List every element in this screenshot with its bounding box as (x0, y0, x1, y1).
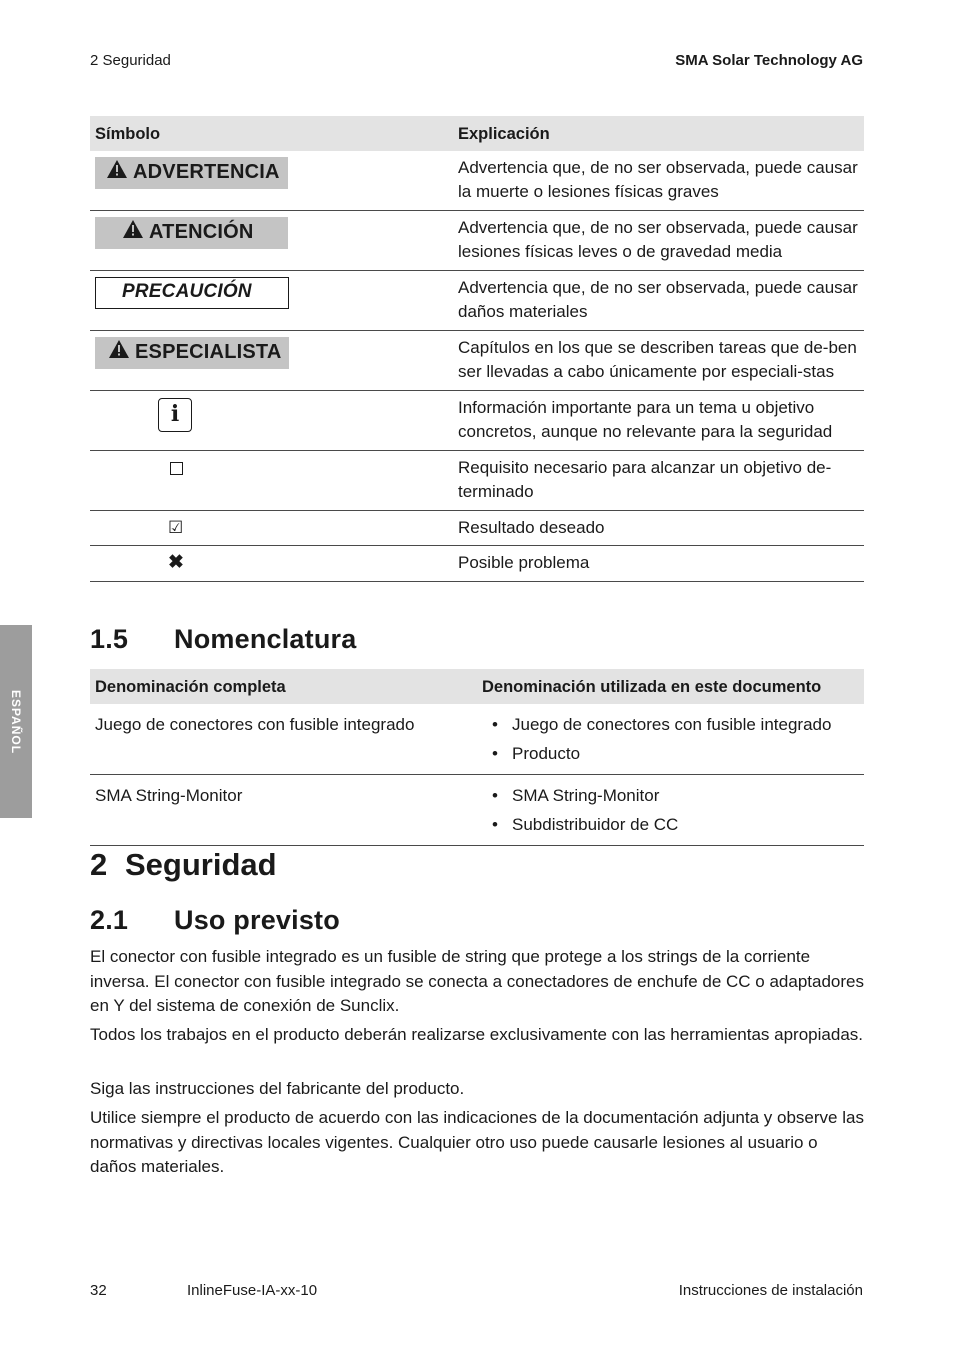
full-name-cell: SMA String-Monitor (90, 774, 477, 845)
table-row (90, 151, 864, 211)
table-row (90, 210, 864, 270)
list-item: • Producto (492, 739, 859, 768)
badge-label: PRECAUCIÓN (122, 281, 252, 303)
table-header-row (90, 669, 864, 704)
used-names-list (482, 781, 859, 839)
paragraph: Siga las instrucciones del fabricante del producto. (90, 1079, 465, 1098)
explanation-cell: Requisito necesario para alcanzar un objetivo de-terminado (453, 450, 864, 510)
footer-page-number: 32 (90, 1282, 107, 1299)
explanation-cell: Advertencia que, de no ser observada, puede causar la muerte o lesiones físicas graves (453, 151, 864, 211)
table-row (90, 330, 864, 390)
explanation-cell: Posible problema (453, 546, 864, 582)
used-names-list (482, 710, 859, 768)
table-row (90, 704, 864, 775)
section-heading-2-1 (90, 905, 340, 936)
paragraph: Utilice siempre el producto de acuerdo con las indicaciones de la documentación adjunta y observe las normativas y directivas locales vigentes. Cualquier otro uso puede causarle lesiones al usuario o daños materiales. (90, 1108, 864, 1176)
chapter-number: 2 (90, 847, 108, 882)
table-row (90, 774, 864, 845)
table-row (90, 510, 864, 546)
explanation-cell: Resultado deseado (453, 510, 864, 546)
col-full-header: Denominación completa (90, 669, 477, 704)
table-header-row (90, 116, 864, 151)
badge-precaucion (95, 277, 289, 309)
checkbox-checked-icon: ☑ (168, 517, 184, 537)
info-icon: i (158, 398, 192, 432)
explanation-cell: Información importante para un tema u objetivo concretos, aunque no relevante para la seguridad (453, 390, 864, 450)
section-heading-1-5 (90, 624, 356, 655)
col-used-header: Denominación utilizada en este documento (477, 669, 864, 704)
paragraph: El conector con fusible integrado es un fusible de string que protege a los strings de la corriente inversa. El conector con fusible integrado se conecta a conectadores de enchufe de CC o adaptadores en Y del sistema de conexión de Sunclix. (90, 947, 864, 1015)
section-title: Nomenclatura (174, 624, 357, 654)
nomenclature-table (90, 669, 864, 846)
x-mark-icon: ✖ (168, 552, 184, 573)
explanation-cell: Capítulos en los que se describen tareas que de-ben ser llevadas a cabo únicamente por especiali-stas (453, 330, 864, 390)
side-tab-label: ESPAÑOL (9, 689, 23, 754)
badge-label: ESPECIALISTA (135, 341, 282, 364)
table-row (90, 546, 864, 582)
full-name-cell: Juego de conectores con fusible integrado (90, 704, 477, 775)
col-symbol-header: Símbolo (90, 116, 453, 151)
chapter-heading-2 (90, 847, 277, 883)
checkbox-empty-icon (170, 462, 183, 475)
badge-advertencia (95, 157, 288, 189)
section-title: Uso previsto (174, 905, 340, 935)
language-side-tab (0, 625, 32, 818)
table-row (90, 450, 864, 510)
footer-doc-type: Instrucciones de instalación (678, 1282, 863, 1299)
explanation-cell: Advertencia que, de no ser observada, puede causar daños materiales (453, 270, 864, 330)
badge-atencion (95, 217, 288, 249)
badge-label: ATENCIÓN (149, 221, 254, 244)
symbols-table (90, 116, 864, 582)
header-section: 2 Seguridad (90, 52, 171, 69)
paragraph: Todos los trabajos en el producto deberán realizarse exclusivamente con las herramientas apropiadas. (90, 1025, 863, 1044)
badge-especialista (95, 337, 289, 369)
list-item: • SMA String-Monitor (492, 781, 859, 810)
header-company: SMA Solar Technology AG (675, 52, 863, 69)
warning-triangle-icon (109, 340, 129, 365)
section-number: 1.5 (90, 624, 129, 654)
table-row (90, 390, 864, 450)
badge-label: ADVERTENCIA (133, 161, 280, 184)
chapter-title: Seguridad (125, 847, 277, 882)
list-item: • Subdistribuidor de CC (492, 810, 859, 839)
warning-triangle-icon (123, 220, 143, 245)
section-number: 2.1 (90, 905, 129, 935)
explanation-cell: Advertencia que, de no ser observada, puede causar lesiones físicas leves o de gravedad media (453, 210, 864, 270)
table-row (90, 270, 864, 330)
footer-doc-id: InlineFuse-IA-xx-10 (187, 1282, 318, 1299)
warning-triangle-icon (107, 160, 127, 185)
list-item: • Juego de conectores con fusible integrado (492, 710, 859, 739)
col-explanation-header: Explicación (453, 116, 864, 151)
